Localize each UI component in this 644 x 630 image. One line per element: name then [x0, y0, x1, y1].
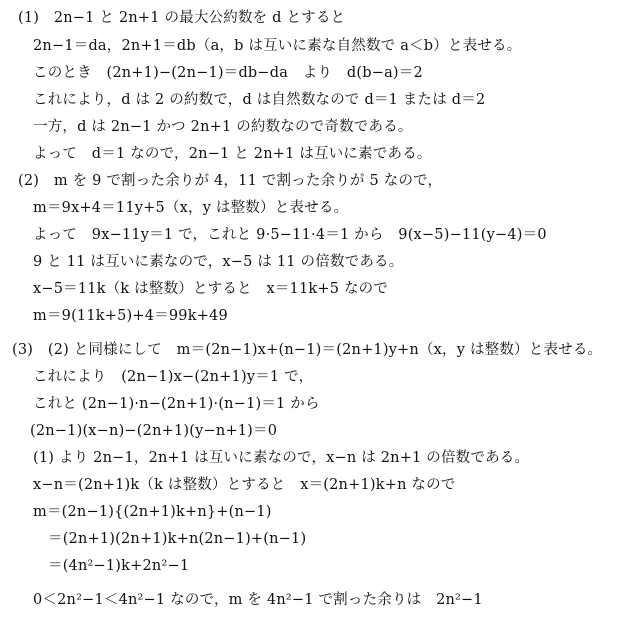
part3-line: これにより (2n−1)x−(2n+1)y＝1 で， — [33, 369, 314, 385]
part3-line: (1) より 2n−1，2n+1 は互いに素なので，x−n は 2n+1 の倍数である。 — [33, 450, 530, 466]
part3-line: x−n＝(2n+1)k（k は整数）とすると x＝(2n+1)k+n なので — [33, 477, 456, 493]
part3-line: ＝(2n+1)(2n+1)k+n(2n−1)+(n−1) — [48, 531, 307, 547]
part1-line: このとき (2n+1)−(2n−1)＝db−da より d(b−a)＝2 — [33, 65, 423, 81]
part2-line: x−5＝11k（k は整数）とすると x＝11k+5 なので — [33, 281, 389, 297]
part2-line: よって 9x−11y＝1 で，これと 9·5−11·4＝1 から 9(x−5)−11(y−4)＝0 — [33, 227, 547, 243]
part2-line: 9 と 11 は互いに素なので，x−5 は 11 の倍数である。 — [33, 254, 404, 270]
part3-line: これと (2n−1)·n−(2n+1)·(n−1)＝1 から — [33, 396, 320, 412]
part3-line: m＝(2n−1){(2n+1)k+n}+(n−1) — [33, 504, 272, 520]
part1-line: 一方，d は 2n−1 かつ 2n+1 の約数なので奇数である。 — [33, 119, 413, 135]
part3-conclusion: 0＜2n²−1＜4n²−1 なので，m を 4n²−1 で割った余りは 2n²−1 — [33, 592, 483, 608]
part1-line: 2n−1＝da，2n+1＝db（a，b は互いに素な自然数で a＜b）と表せる。 — [33, 38, 522, 54]
part1-line: これにより，d は 2 の約数で，d は自然数なので d＝1 または d＝2 — [33, 92, 486, 108]
part2-line: m＝9x+4＝11y+5（x，y は整数）と表せる。 — [33, 200, 349, 216]
part1-heading: (1) 2n−1 と 2n+1 の最大公約数を d とすると — [18, 10, 346, 26]
part2-line: m＝9(11k+5)+4＝99k+49 — [33, 308, 228, 324]
part3-line: ＝(4n²−1)k+2n²−1 — [48, 558, 190, 574]
part3-line: (2n−1)(x−n)−(2n+1)(y−n+1)＝0 — [30, 423, 278, 439]
part3-heading: (3) (2) と同様にして m＝(2n−1)x+(n−1)＝(2n+1)y+n（x，y は整数）と表せる。 — [12, 342, 603, 358]
part1-line: よって d＝1 なので，2n−1 と 2n+1 は互いに素である。 — [33, 146, 432, 162]
part2-heading: (2) m を 9 で割った余りが 4，11 で割った余りが 5 なので， — [18, 173, 443, 189]
